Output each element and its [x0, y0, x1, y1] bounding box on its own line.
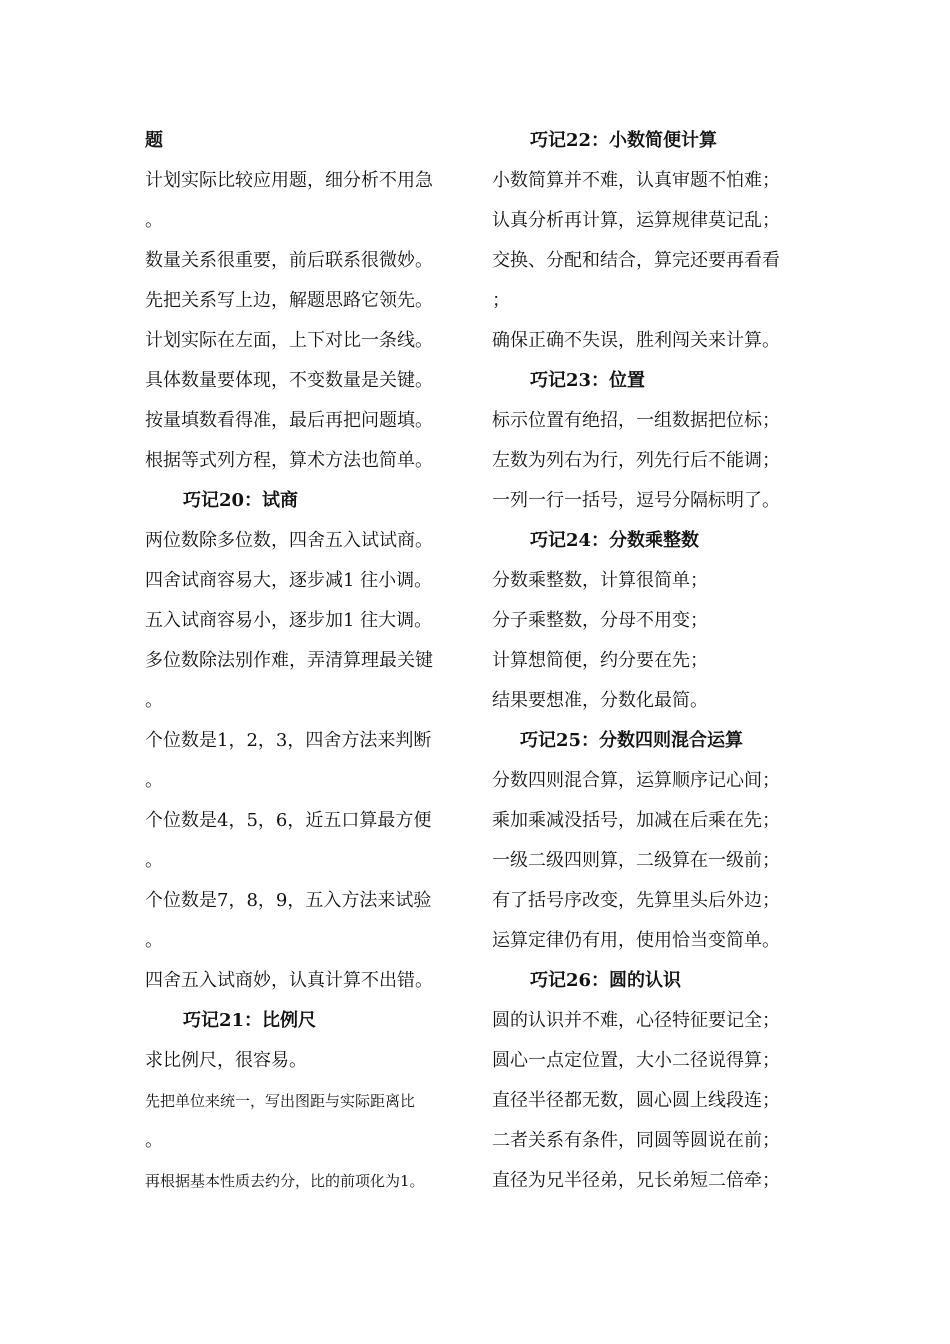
text-line: 一级二级四则算，二级算在一级前； [492, 850, 780, 871]
text-line: 四舍五入试商妙，认真计算不出错。 [145, 970, 433, 991]
text-line: ； [492, 290, 510, 311]
text-line: 交换、分配和结合，算完还要再看看 [492, 250, 780, 271]
text-line: 多位数除法别作难，弄清算理最关键 [145, 650, 433, 671]
text-line: 。 [145, 770, 163, 791]
section-heading: 题 [145, 130, 163, 151]
text-line: 。 [145, 1130, 163, 1151]
text-line: 左数为列右为行，列先行后不能调； [492, 450, 780, 471]
text-line: 小数简算并不难，认真审题不怕难； [492, 170, 780, 191]
text-line: 圆的认识并不难，心径特征要记全； [492, 1010, 780, 1031]
text-line: 标示位置有绝招，一组数据把位标； [492, 410, 780, 431]
right-column [492, 121, 812, 1201]
text-line: 运算定律仍有用，使用恰当变简单。 [492, 930, 780, 951]
text-line: 认真分析再计算，运算规律莫记乱； [492, 210, 780, 231]
text-line: 乘加乘减没括号，加减在后乘在先； [492, 810, 780, 831]
text-line: 。 [145, 850, 163, 871]
text-line: 先把单位来统一，写出图距与实际距离比 [145, 1092, 416, 1110]
text-line: 个位数是1，2，3，四舍方法来判断 [145, 730, 432, 751]
text-line: 计划实际比较应用题，细分析不用急 [145, 170, 433, 191]
text-line: 直径半径都无数，圆心圆上线段连； [492, 1090, 780, 1111]
text-line: 求比例尺，很容易。 [145, 1050, 307, 1071]
text-line: 四舍试商容易大，逐步减1 往小调。 [145, 570, 433, 591]
text-line: 。 [145, 690, 163, 711]
section-heading: 巧记22：小数简便计算 [530, 130, 718, 151]
text-line: 先把关系写上边，解题思路它领先。 [145, 290, 433, 311]
text-line: 分数乘整数，计算很简单； [492, 570, 708, 591]
text-line: 圆心一点定位置，大小二径说得算； [492, 1050, 780, 1071]
section-heading: 巧记24：分数乘整数 [530, 530, 700, 551]
text-line: 。 [145, 210, 163, 231]
section-heading: 巧记26：圆的认识 [530, 970, 682, 991]
text-line: 。 [145, 930, 163, 951]
text-line: 分子乘整数，分母不用变； [492, 610, 708, 631]
section-heading: 巧记20：试商 [183, 490, 299, 511]
text-line: 结果要想准，分数化最简。 [492, 690, 708, 711]
text-line: 个位数是7，8，9，五入方法来试验 [145, 890, 432, 911]
section-heading: 巧记25：分数四则混合运算 [520, 730, 744, 751]
text-line: 一列一行一括号，逗号分隔标明了。 [492, 490, 780, 511]
text-line: 计划实际在左面，上下对比一条线。 [145, 330, 433, 351]
section-heading: 巧记21：比例尺 [183, 1010, 317, 1031]
text-line: 五入试商容易小，逐步加1 往大调。 [145, 610, 433, 631]
text-line: 确保正确不失误，胜利闯关来计算。 [492, 330, 780, 351]
text-line: 二者关系有条件，同圆等圆说在前； [492, 1130, 780, 1151]
text-line: 个位数是4，5，6，近五口算最方便 [145, 810, 432, 831]
text-line: 具体数量要体现，不变数量是关键。 [145, 370, 433, 391]
text-line: 两位数除多位数，四舍五入试试商。 [145, 530, 433, 551]
text-line: 按量填数看得准，最后再把问题填。 [145, 410, 433, 431]
text-line: 再根据基本性质去约分，比的前项化为1。 [145, 1172, 425, 1190]
text-line: 有了括号序改变，先算里头后外边； [492, 890, 780, 911]
section-heading: 巧记23：位置 [530, 370, 646, 391]
left-column [145, 121, 465, 1201]
text-line: 根据等式列方程，算术方法也简单。 [145, 450, 433, 471]
text-line: 计算想简便，约分要在先； [492, 650, 708, 671]
text-line: 直径为兄半径弟，兄长弟短二倍牵； [492, 1170, 780, 1191]
text-line: 数量关系很重要，前后联系很微妙。 [145, 250, 433, 271]
text-line: 分数四则混合算，运算顺序记心间； [492, 770, 780, 791]
